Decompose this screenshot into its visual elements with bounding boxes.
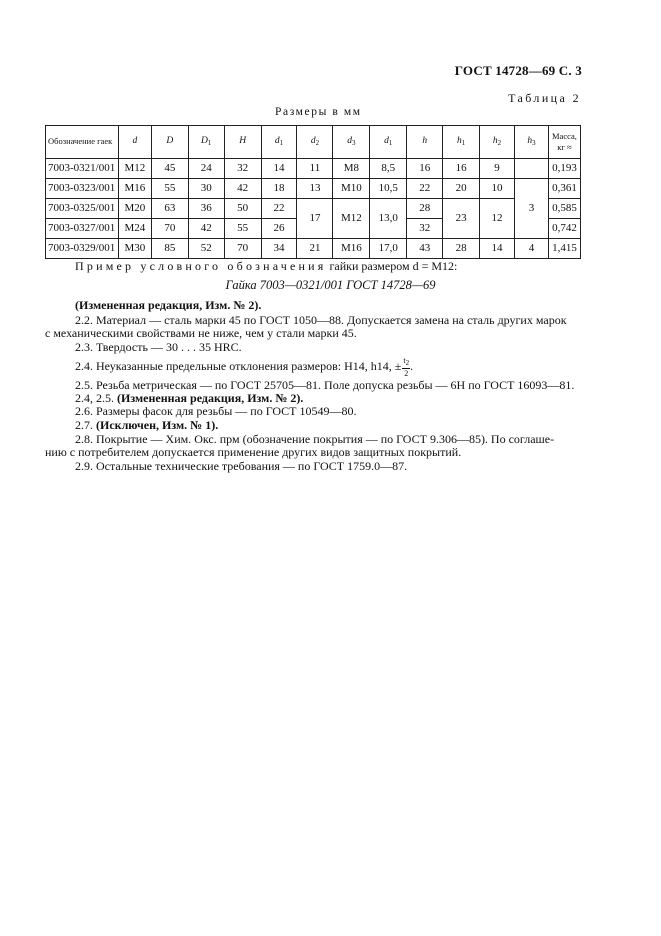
example-label: Пример условного обозначения bbox=[75, 259, 327, 273]
cell-H: 42 bbox=[224, 179, 261, 199]
clause-2-2-line2: с механическими свойствами не ниже, чем у стали марки 45. bbox=[45, 326, 357, 340]
table-label: Таблица 2 bbox=[508, 91, 581, 105]
table-row bbox=[46, 159, 581, 179]
cell-mass: 0,361 bbox=[548, 179, 580, 199]
cell-D: 45 bbox=[151, 159, 188, 179]
cell-h1-merged: 23 bbox=[443, 199, 480, 239]
col-d4: $d_1$ bbox=[370, 126, 407, 159]
col-h: h bbox=[407, 126, 443, 159]
cell-h3-merged: 3 bbox=[514, 179, 548, 239]
col-d: d bbox=[118, 126, 151, 159]
table-row bbox=[46, 199, 581, 219]
col-D1: $D_1$ bbox=[188, 126, 224, 159]
cell-h1: 28 bbox=[443, 239, 480, 259]
col-h1: $h_1$ bbox=[443, 126, 480, 159]
clause-2-3: 2.3. Твердость — 30 . . . 35 HRC. bbox=[75, 340, 242, 354]
cell-d2: 21 bbox=[297, 239, 333, 259]
cell-d: M30 bbox=[118, 239, 151, 259]
cell-d2: 13 bbox=[297, 179, 333, 199]
cell-H: 55 bbox=[224, 219, 261, 239]
clause-2-4-2-5-note: 2.4, 2.5. (Измененная редакция, Изм. № 2). bbox=[75, 391, 304, 405]
clause-2-8-line2: нию с потребителем допускается применение других видов защитных покрытий. bbox=[45, 445, 462, 459]
col-d3: $d_3$ bbox=[333, 126, 370, 159]
cell-D: 55 bbox=[151, 179, 188, 199]
cell-H: 32 bbox=[224, 159, 261, 179]
cell-D: 85 bbox=[151, 239, 188, 259]
cell-mass: 0,193 bbox=[548, 159, 580, 179]
amendment-note: (Измененная редакция, Изм. № 2). bbox=[75, 298, 262, 312]
cell-d1: 34 bbox=[261, 239, 297, 259]
cell-h2: 14 bbox=[480, 239, 515, 259]
col-D: D bbox=[151, 126, 188, 159]
col-h3: $h_3$ bbox=[514, 126, 548, 159]
cell-h2: 9 bbox=[480, 159, 515, 179]
clause-2-4: 2.4. Неуказанные предельные отклонения размеров: H14, h14, ± $\frac{t2}{2}$ . bbox=[75, 356, 414, 378]
cell-d3: M8 bbox=[333, 159, 370, 179]
cell-d4: 8,5 bbox=[370, 159, 407, 179]
clause-2-8-line1: 2.8. Покрытие — Хим. Окс. прм (обозначение покрытия — по ГОСТ 9.306—85). По соглаше- bbox=[75, 432, 555, 446]
fraction: $\frac{t2}{2}$ bbox=[403, 356, 410, 378]
page-header: ГОСТ 14728—69 С. 3 bbox=[454, 63, 582, 78]
clause-2-5: 2.5. Резьба метрическая — по ГОСТ 25705—81. Поле допуска резьбы — 6H по ГОСТ 16093—81. bbox=[75, 378, 575, 392]
cell-h: 16 bbox=[407, 159, 443, 179]
cell-D: 63 bbox=[151, 199, 188, 219]
cell-d4: 10,5 bbox=[370, 179, 407, 199]
cell-h2: 10 bbox=[480, 179, 515, 199]
cell-d: M20 bbox=[118, 199, 151, 219]
cell-designation: 7003-0321/001 bbox=[46, 159, 119, 179]
table-row bbox=[46, 239, 581, 259]
col-H: H bbox=[224, 126, 261, 159]
dimensions-table bbox=[45, 125, 581, 259]
units-caption: Размеры в мм bbox=[275, 106, 362, 118]
cell-H: 70 bbox=[224, 239, 261, 259]
clause-2-6: 2.6. Размеры фасок для резьбы — по ГОСТ 10549—80. bbox=[75, 404, 357, 418]
cell-h3: 4 bbox=[514, 239, 548, 259]
cell-d1: 18 bbox=[261, 179, 297, 199]
cell-D1: 42 bbox=[188, 219, 224, 239]
cell-h: 32 bbox=[407, 219, 443, 239]
clause-2-7: 2.7. (Исключен, Изм. № 1). bbox=[75, 418, 219, 432]
cell-d3: M16 bbox=[333, 239, 370, 259]
example-designation: Гайка 7003—0321/001 ГОСТ 14728—69 bbox=[225, 278, 436, 292]
table-header-row bbox=[46, 126, 581, 159]
cell-h2-merged: 12 bbox=[480, 199, 515, 239]
cell-H: 50 bbox=[224, 199, 261, 219]
cell-d2-merged: 17 bbox=[297, 199, 333, 239]
cell-d2: 11 bbox=[297, 159, 333, 179]
cell-d1: 26 bbox=[261, 219, 297, 239]
cell-h: 28 bbox=[407, 199, 443, 219]
cell-h: 43 bbox=[407, 239, 443, 259]
clause-2-9: 2.9. Остальные технические требования — по ГОСТ 1759.0—87. bbox=[75, 459, 408, 473]
cell-mass: 0,742 bbox=[548, 219, 580, 239]
cell-designation: 7003-0327/001 bbox=[46, 219, 119, 239]
designation-example bbox=[75, 259, 457, 274]
col-d1: $d_1$ bbox=[261, 126, 297, 159]
cell-mass: 0,585 bbox=[548, 199, 580, 219]
cell-d4-merged: 13,0 bbox=[370, 199, 407, 239]
cell-D: 70 bbox=[151, 219, 188, 239]
col-d2: $d_2$ bbox=[297, 126, 333, 159]
clause-2-2-line1: 2.2. Материал — сталь марки 45 по ГОСТ 1050—88. Допускается замена на сталь других марок bbox=[75, 313, 567, 327]
cell-h3-blank bbox=[514, 159, 548, 179]
cell-d1: 14 bbox=[261, 159, 297, 179]
cell-D1: 52 bbox=[188, 239, 224, 259]
col-h2: $h_2$ bbox=[480, 126, 515, 159]
example-text: гайки размером d = M12: bbox=[326, 259, 458, 273]
cell-D1: 24 bbox=[188, 159, 224, 179]
cell-D1: 36 bbox=[188, 199, 224, 219]
table-row bbox=[46, 179, 581, 199]
cell-d: M24 bbox=[118, 219, 151, 239]
cell-d3-merged: M12 bbox=[333, 199, 370, 239]
cell-mass: 1,415 bbox=[548, 239, 580, 259]
col-designation: Обозначение гаек bbox=[46, 126, 119, 159]
cell-designation: 7003-0325/001 bbox=[46, 199, 119, 219]
cell-h1: 20 bbox=[443, 179, 480, 199]
cell-d4: 17,0 bbox=[370, 239, 407, 259]
cell-designation: 7003-0323/001 bbox=[46, 179, 119, 199]
cell-designation: 7003-0329/001 bbox=[46, 239, 119, 259]
cell-D1: 30 bbox=[188, 179, 224, 199]
cell-h1: 16 bbox=[443, 159, 480, 179]
cell-h: 22 bbox=[407, 179, 443, 199]
col-mass: Масса, кг ≈ bbox=[548, 126, 580, 159]
cell-d1: 22 bbox=[261, 199, 297, 219]
cell-d3: M10 bbox=[333, 179, 370, 199]
cell-d: M16 bbox=[118, 179, 151, 199]
cell-d: M12 bbox=[118, 159, 151, 179]
